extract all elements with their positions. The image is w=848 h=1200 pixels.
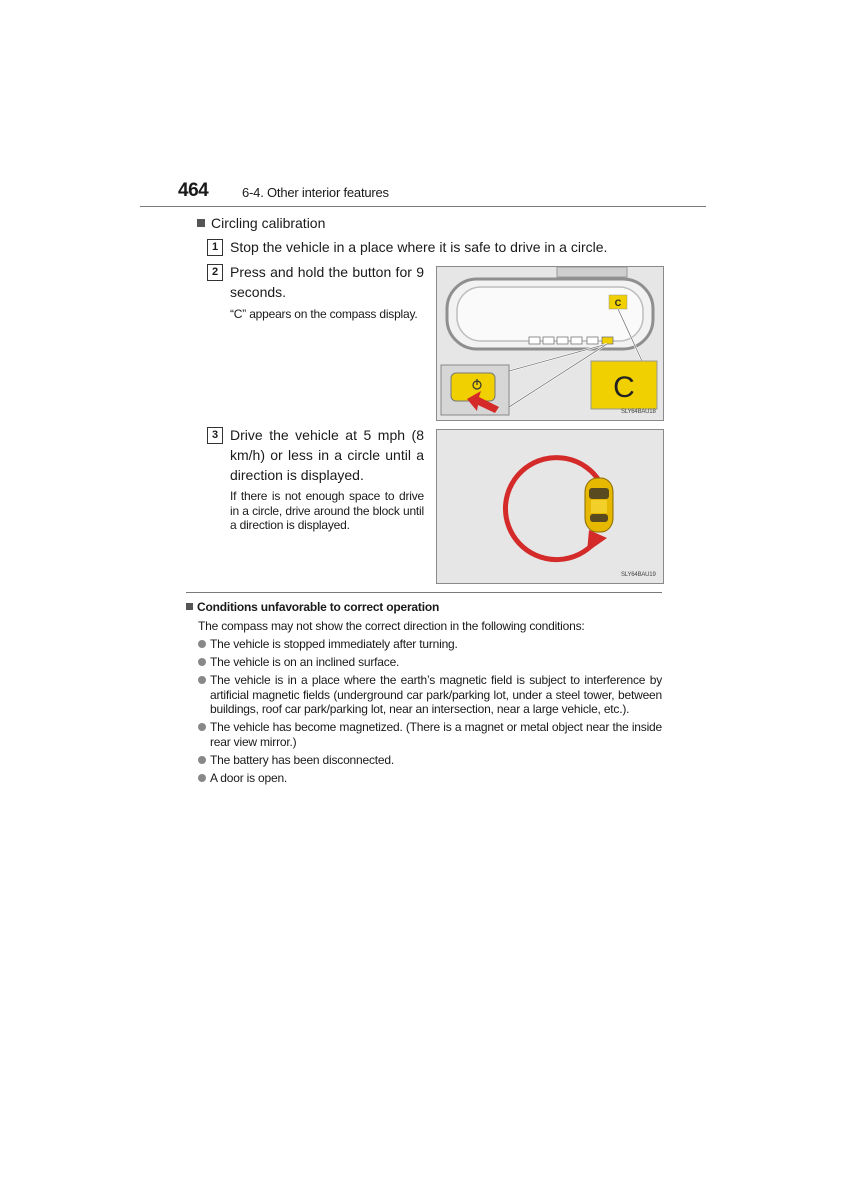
conditions-intro: The compass may not show the correct direction in the following conditions: (198, 619, 585, 633)
step-3-text: Drive the vehicle at 5 mph (8 km/h) or less in a circle until a direction is displayed. (230, 427, 424, 483)
conditions-list (198, 637, 662, 789)
circling-calibration-heading (197, 215, 325, 231)
circling-calibration-heading-text: Circling calibration (211, 215, 326, 231)
mirror-compass-figure (436, 266, 664, 421)
circle-drive-figure (436, 429, 664, 584)
step-2-number: 2 (207, 264, 223, 281)
step-2-text: Press and hold the button for 9 seconds. (230, 264, 424, 300)
small-compass-letter: C (614, 298, 622, 308)
section-divider (186, 592, 662, 593)
conditions-heading (186, 600, 439, 614)
car-top-view-icon (585, 478, 613, 532)
list-item: The vehicle is on an inclined surface. (198, 655, 662, 670)
list-item: The vehicle is stopped immediately after turning. (198, 637, 662, 652)
step-1-number: 1 (207, 239, 223, 256)
conditions-heading-text: Conditions unfavorable to correct operation (197, 600, 440, 614)
compass-display-letter: C (613, 371, 635, 404)
list-item: A door is open. (198, 771, 662, 786)
circle-figure-code: SLY64BAU19 (621, 572, 656, 578)
header-divider (140, 206, 706, 207)
rear-view-mirror-illustration (437, 267, 663, 420)
arrow-head-icon (587, 530, 607, 552)
list-item: The vehicle has become magnetized. (There is a magnet or metal object near the inside rear view mirror.) (198, 720, 662, 749)
circle-driving-illustration (437, 430, 663, 583)
step-3-number: 3 (207, 427, 223, 444)
square-bullet-icon (197, 219, 205, 227)
step-3-note: If there is not enough space to drive in a circle, drive around the block until a direction is displayed. (230, 489, 424, 532)
list-item: The vehicle is in a place where the earth’s magnetic field is subject to interference by artificial magnetic fields (underground car park/parking lot, under a steel tower, between buildings, roof car park/parking lot, near an intersection, near a large vehicle, etc.). (198, 673, 662, 717)
list-item: The battery has been disconnected. (198, 753, 662, 768)
square-bullet-icon (186, 603, 193, 610)
page-number: 464 (178, 180, 209, 201)
mirror-figure-code: SLY64BAU18 (621, 409, 656, 415)
step-1-text: Stop the vehicle in a place where it is safe to drive in a circle. (230, 239, 608, 255)
step-2-note: “C” appears on the compass display. (230, 307, 418, 321)
section-title: 6-4. Other interior features (242, 185, 389, 200)
